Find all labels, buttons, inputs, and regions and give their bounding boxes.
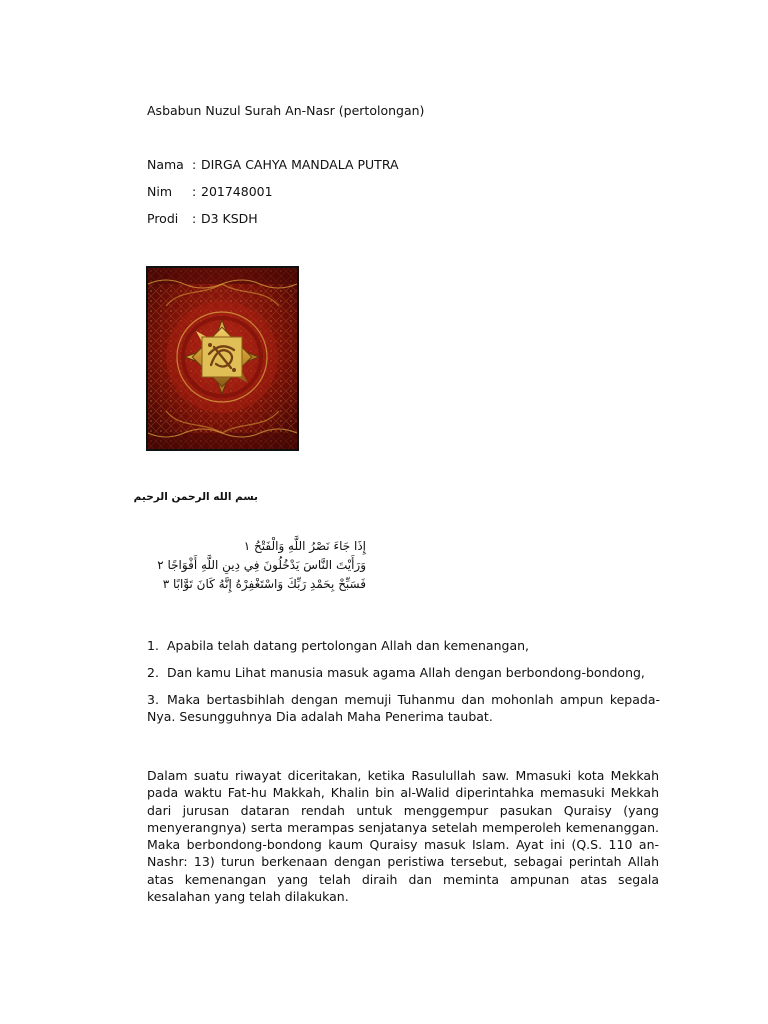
translation-item [147,664,660,681]
translation-list [147,637,660,725]
translation-item [147,637,660,654]
translation-item [147,691,660,725]
quran-cover-icon [146,266,299,451]
meta-row-prodi [147,211,258,227]
meta-colon: : [192,211,197,226]
translation-number: 1. [147,638,159,653]
meta-row-nama [147,157,399,173]
bismillah-text: بسم الله الرحمن الرحيم [133,491,258,503]
translation-text: Dan kamu Lihat manusia masuk agama Allah dengan berbondong-bondong, [167,665,645,680]
verse-1: إِذَا جَاءَ نَصْرُ اللَّهِ وَالْفَتْحُ ١ [243,539,366,553]
meta-label-nama: Nama [147,157,184,172]
translation-number: 2. [147,665,159,680]
document-title: Asbabun Nuzul Surah An-Nasr (pertolongan) [147,103,425,118]
translation-text: Apabila telah datang pertolongan Allah dan kemenangan, [167,638,529,653]
surah-verses [146,537,366,594]
meta-label-nim: Nim [147,184,172,199]
translation-number: 3. [147,692,159,707]
verse-2: وَرَأَيْتَ النَّاسَ يَدْخُلُونَ فِي دِينِ اللَّهِ أَفْوَاجًا ٢ [157,558,366,572]
meta-colon: : [192,184,197,199]
meta-value-prodi: D3 KSDH [201,211,258,226]
meta-row-nim [147,184,273,200]
meta-colon: : [192,157,197,172]
translation-text: Maka bertasbihlah dengan memuji Tuhanmu dan mohonlah ampun kepada-Nya. Sesungguhnya Dia adalah Maha Penerima taubat. [147,692,660,724]
verse-3: فَسَبِّحْ بِحَمْدِ رَبِّكَ وَاسْتَغْفِرْهُ إِنَّهُ كَانَ تَوَّابًا ٣ [162,577,366,591]
meta-label-prodi: Prodi [147,211,179,226]
meta-value-nama: DIRGA CAHYA MANDALA PUTRA [201,157,399,172]
historical-context-paragraph: Dalam suatu riwayat diceritakan, ketika Rasulullah saw. Mmasuki kota Mekkah pada waktu Fat-hu Makkah, Khalin bin al-Walid diperintahka memasuki Mekkah dari jurusan dataran rendah untuk menggempur pasukan Quraisy (yang menyerangnya) serta merampas senjatanya setelah memperoleh kemenanggan. Maka berbondong-bondong kaum Quraisy masuk Islam. Ayat ini (Q.S. 110 an-Nashr: 13) turun berkenaan dengan peristiwa tersebut, sebagai perintah Allah atas kemenangan yang telah diraih dan meminta ampunan atas segala kesalahan yang telah dilakukan. [147,768,659,905]
meta-value-nim: 201748001 [201,184,273,199]
